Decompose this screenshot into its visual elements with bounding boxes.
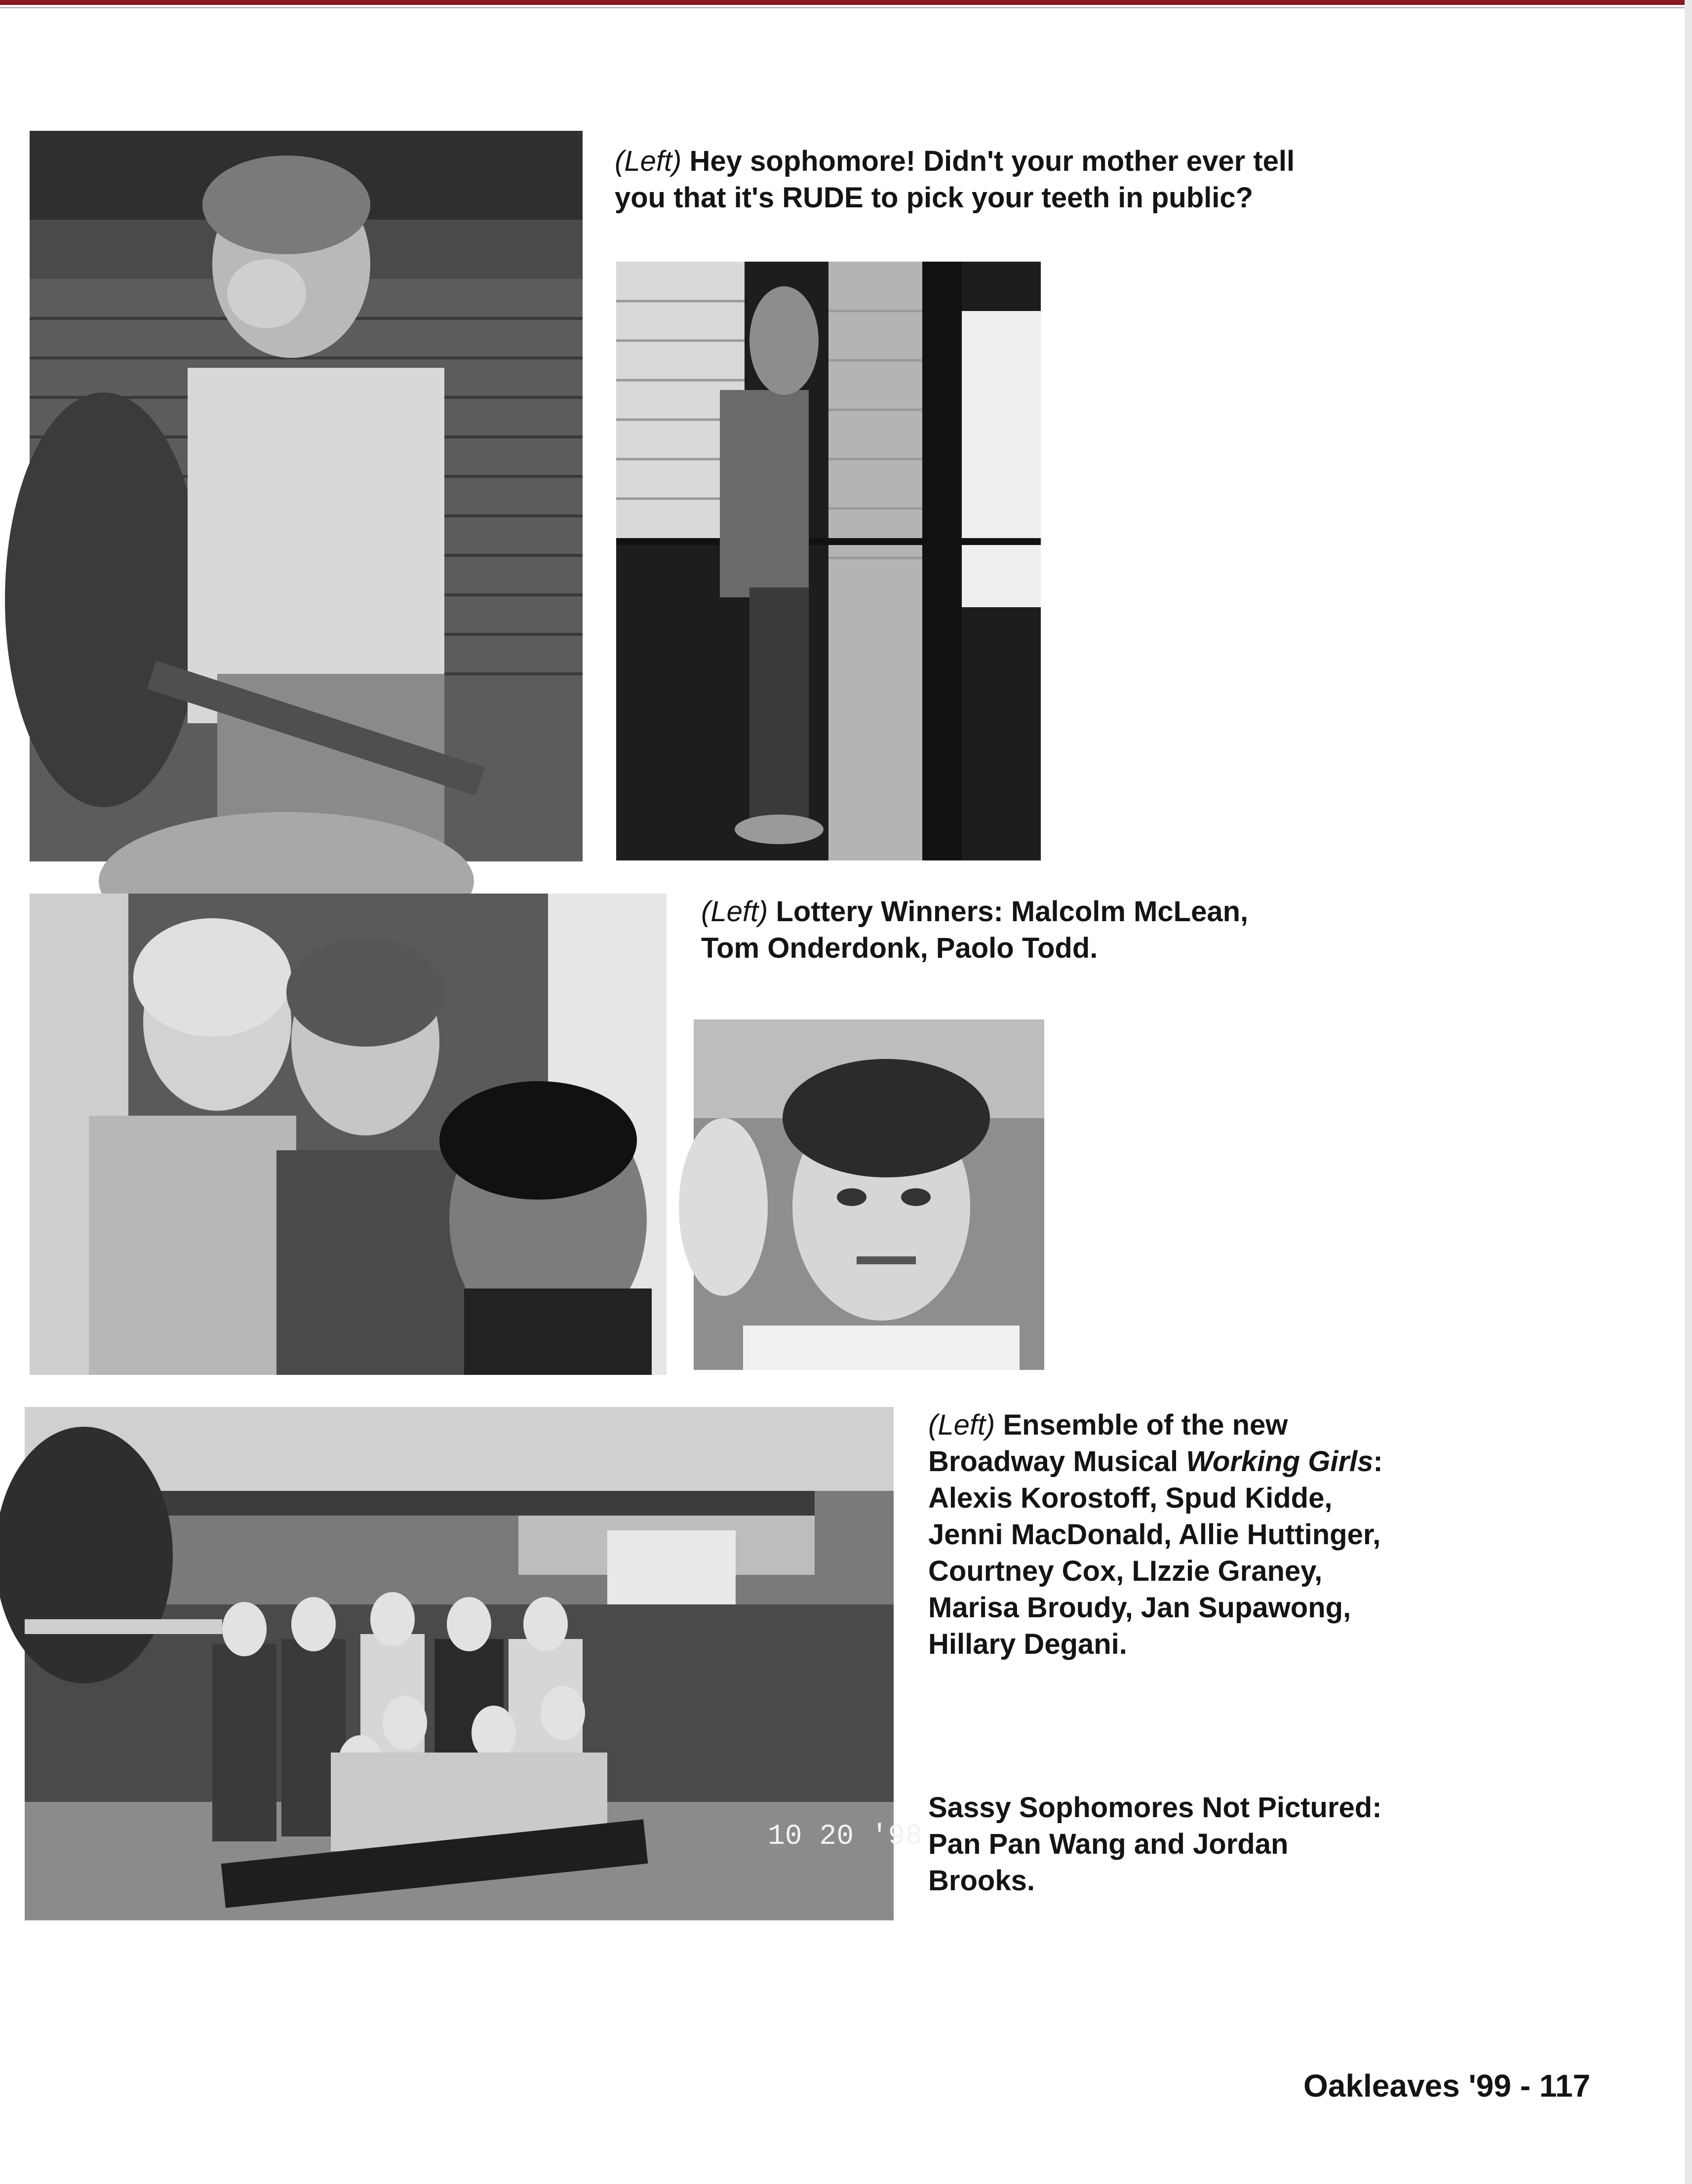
caption-lead: (Left) xyxy=(615,145,682,177)
top-rule-line xyxy=(0,7,1692,8)
page-folio: Oakleaves '99 - 117 xyxy=(1303,2068,1591,2104)
photo-lottery-winners xyxy=(30,894,667,1375)
musical-title: Working Girls xyxy=(1186,1445,1374,1478)
caption-not-pictured xyxy=(928,1790,1402,1899)
caption-text-post: : Alexis Korostoff, Spud Kidde, Jenni MacDonald, Allie Huttinger, Courtney Cox, LIzzie Graney, Marisa Broudy, Jan Supawong, Hillary Degani. xyxy=(928,1445,1383,1660)
caption-text-pre: Ensemble of the new Broadway Musical xyxy=(928,1409,1288,1478)
caption-working-girls xyxy=(928,1407,1402,1663)
top-color-rule xyxy=(0,0,1692,5)
caption-text: Lottery Winners: Malcolm McLean, Tom Onderdonk, Paolo Todd. xyxy=(701,896,1249,964)
photo-circular-portrait xyxy=(694,1019,1044,1370)
caption-lottery-winners xyxy=(701,894,1284,967)
caption-text: Sassy Sophomores Not Pictured: Pan Pan Wang and Jordan Brooks. xyxy=(928,1792,1382,1897)
photo-student-at-door xyxy=(616,262,1041,860)
photo-student-picking-teeth xyxy=(30,131,583,861)
photo-date-stamp: 10 20 '98 xyxy=(768,1821,923,1853)
page-edge xyxy=(1685,0,1692,2184)
caption-lead: (Left) xyxy=(701,896,768,928)
caption-text: Hey sophomore! Didn't your mother ever tell you that it's RUDE to pick your teeth in public? xyxy=(615,145,1295,214)
caption-picking-teeth xyxy=(615,143,1321,216)
caption-lead: (Left) xyxy=(928,1409,995,1441)
photo-working-girls-ensemble xyxy=(25,1407,923,1920)
